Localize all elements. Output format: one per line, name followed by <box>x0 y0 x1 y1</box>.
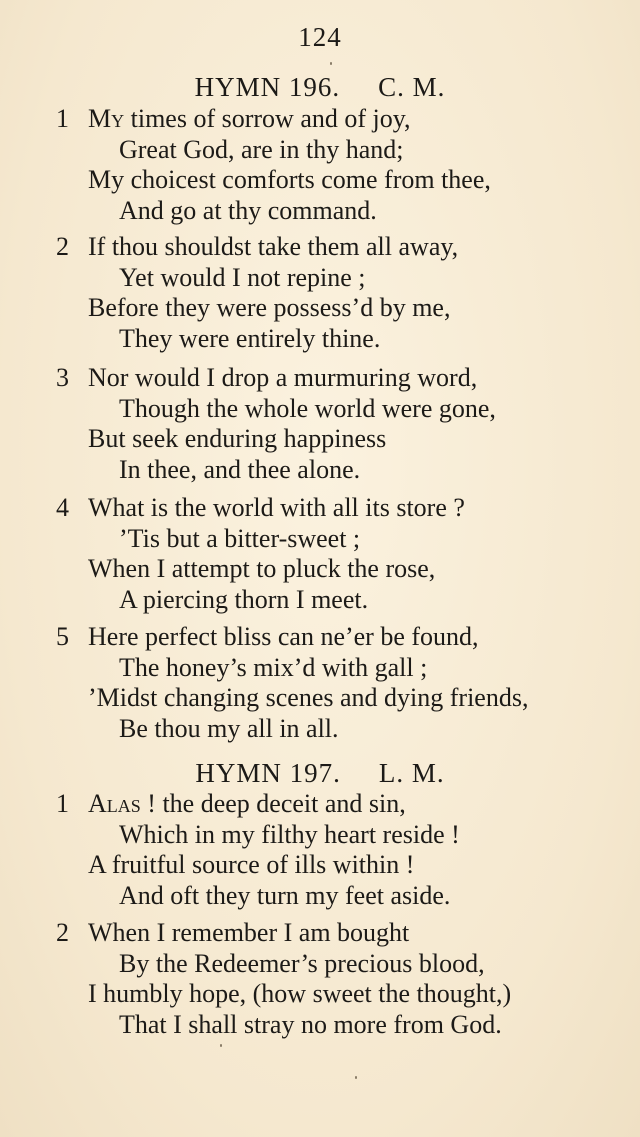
paper-speck <box>330 62 332 65</box>
verse-number: 2 <box>56 918 69 947</box>
verse-line: By the Redeemer’s precious blood, <box>119 948 485 978</box>
hymn-197-heading <box>0 758 640 789</box>
verse-line: Nor would I drop a murmuring word, <box>88 363 478 392</box>
verse-number: 4 <box>56 493 69 522</box>
verse-line: Yet would I not repine ; <box>119 262 366 292</box>
hymn-meter: L. M. <box>378 758 445 788</box>
verse-line: I humbly hope, (how sweet the thought,) <box>88 979 512 1008</box>
verse-line: Though the whole world were gone, <box>119 393 496 423</box>
verse-line: When I remember I am bought <box>88 918 410 947</box>
hymn-title: HYMN 197. <box>195 758 341 788</box>
verse-line: What is the world with all its store ? <box>88 493 465 522</box>
verse-line: And go at thy command. <box>119 195 377 225</box>
verse-line: When I attempt to pluck the rose, <box>88 554 436 583</box>
hymn-title: HYMN 196. <box>194 72 341 102</box>
verse-number: 3 <box>56 363 69 392</box>
verse-line: ’Midst changing scenes and dying friends, <box>88 683 529 712</box>
verse-line: They were entirely thine. <box>119 323 381 353</box>
hymn-197-verse-1 <box>0 789 640 911</box>
verse-number: 2 <box>56 232 69 261</box>
hymn-196-verse-3 <box>0 363 640 485</box>
verse-number: 1 <box>56 104 69 133</box>
verse-line: That I shall stray no more from God. <box>119 1009 502 1039</box>
hymn-meter: C. M. <box>378 72 446 102</box>
verse-line: In thee, and thee alone. <box>119 454 361 484</box>
paper-speck <box>355 1076 357 1079</box>
verse-line: Great God, are in thy hand; <box>119 134 404 164</box>
hymn-196-heading <box>0 72 640 103</box>
verse-line-rest: ! the deep deceit and sin, <box>140 789 406 818</box>
page-number: 124 <box>298 22 342 52</box>
verse-line: Which in my filthy heart reside ! <box>119 819 460 849</box>
paper-speck <box>220 1044 222 1047</box>
verse-line: My choicest comforts come from thee, <box>88 165 491 194</box>
verse-line-rest: times of sorrow and of joy, <box>124 104 411 133</box>
verse-line <box>0 789 640 820</box>
verse-line: A fruitful source of ills within ! <box>88 850 415 879</box>
verse-line: If thou shouldst take them all away, <box>88 232 459 261</box>
verse-line: A piercing thorn I meet. <box>119 584 369 614</box>
verse-line: Before they were possess’d by me, <box>88 293 451 322</box>
verse-line: And oft they turn my feet aside. <box>119 880 451 910</box>
verse-number: 1 <box>56 789 69 818</box>
verse-initial-word: My <box>88 104 125 133</box>
verse-line: Be thou my all in all. <box>119 713 339 743</box>
verse-number: 5 <box>56 622 69 651</box>
verse-line: ’Tis but a bitter-sweet ; <box>119 523 361 553</box>
hymn-196-verse-4 <box>0 493 640 615</box>
hymn-196-verse-5 <box>0 622 640 744</box>
hymn-196-verse-1 <box>0 104 640 226</box>
hymn-196-verse-2 <box>0 232 640 354</box>
verse-line: But seek enduring happiness <box>88 424 387 453</box>
verse-line: Here perfect bliss can ne’er be found, <box>88 622 479 651</box>
verse-initial-word: Alas <box>88 789 141 818</box>
hymn-197-verse-2 <box>0 918 640 1040</box>
verse-line <box>0 104 640 135</box>
verse-line: The honey’s mix’d with gall ; <box>119 652 428 682</box>
